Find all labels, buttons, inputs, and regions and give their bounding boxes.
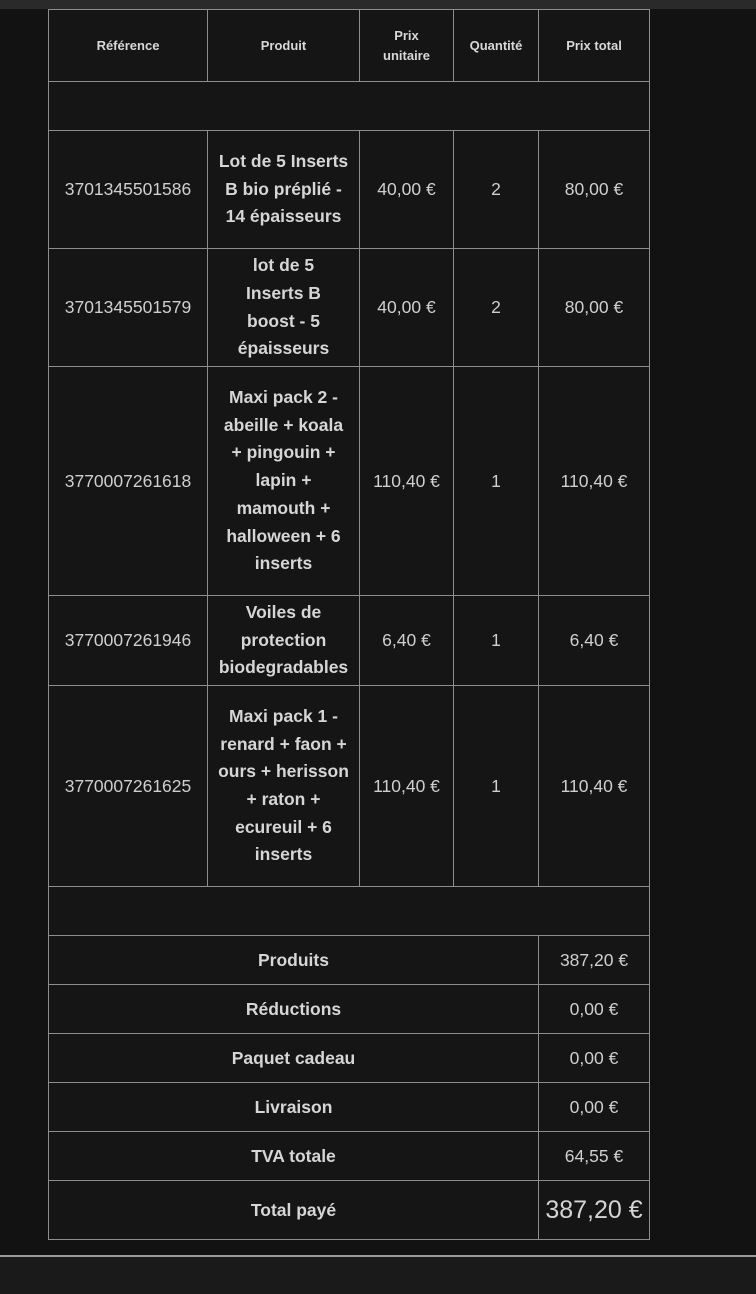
row-quantity: 1 bbox=[454, 596, 539, 686]
discounts-label: Réductions bbox=[49, 985, 539, 1034]
row-quantity: 1 bbox=[454, 686, 539, 887]
products-value: 387,20 € bbox=[539, 936, 650, 985]
header-unit-price: Prix unitaire bbox=[360, 10, 454, 82]
row-product: Maxi pack 2 - abeille + koala + pingouin + lapin + mamouth + halloween + 6 inserts bbox=[208, 367, 360, 596]
total-paid-label: Total payé bbox=[49, 1181, 539, 1240]
spacer-row bbox=[49, 82, 650, 131]
summary-row-vat bbox=[49, 1132, 650, 1181]
row-unit-price: 110,40 € bbox=[360, 367, 454, 596]
summary-row-products bbox=[49, 936, 650, 985]
row-reference: 3770007261618 bbox=[49, 367, 208, 596]
row-total-price: 110,40 € bbox=[539, 686, 650, 887]
spacer-row bbox=[49, 887, 650, 936]
row-unit-price: 110,40 € bbox=[360, 686, 454, 887]
table-row bbox=[49, 249, 650, 367]
summary-row-total bbox=[49, 1181, 650, 1240]
row-reference: 3701345501579 bbox=[49, 249, 208, 367]
row-quantity: 2 bbox=[454, 131, 539, 249]
total-paid-value: 387,20 € bbox=[539, 1181, 650, 1240]
shipping-label: Livraison bbox=[49, 1083, 539, 1132]
row-unit-price: 40,00 € bbox=[360, 131, 454, 249]
row-total-price: 80,00 € bbox=[539, 131, 650, 249]
row-reference: 3770007261946 bbox=[49, 596, 208, 686]
table-row bbox=[49, 686, 650, 887]
row-product: Lot de 5 Inserts B bio préplié - 14 épaisseurs bbox=[208, 131, 360, 249]
row-total-price: 6,40 € bbox=[539, 596, 650, 686]
row-product: lot de 5 Inserts B boost - 5 épaisseurs bbox=[208, 249, 360, 367]
table-row bbox=[49, 367, 650, 596]
row-quantity: 2 bbox=[454, 249, 539, 367]
header-reference: Référence bbox=[49, 10, 208, 82]
discounts-value: 0,00 € bbox=[539, 985, 650, 1034]
row-quantity: 1 bbox=[454, 367, 539, 596]
row-product: Voiles de protection biodegradables bbox=[208, 596, 360, 686]
products-label: Produits bbox=[49, 936, 539, 985]
top-bar bbox=[0, 0, 756, 9]
row-unit-price: 6,40 € bbox=[360, 596, 454, 686]
row-total-price: 110,40 € bbox=[539, 367, 650, 596]
row-unit-price: 40,00 € bbox=[360, 249, 454, 367]
header-quantity: Quantité bbox=[454, 10, 539, 82]
summary-row-gift bbox=[49, 1034, 650, 1083]
vat-value: 64,55 € bbox=[539, 1132, 650, 1181]
vat-label: TVA totale bbox=[49, 1132, 539, 1181]
row-reference: 3701345501586 bbox=[49, 131, 208, 249]
bottom-bar bbox=[0, 1257, 756, 1294]
summary-row-shipping bbox=[49, 1083, 650, 1132]
row-reference: 3770007261625 bbox=[49, 686, 208, 887]
summary-row-discounts bbox=[49, 985, 650, 1034]
header-product: Produit bbox=[208, 10, 360, 82]
order-table bbox=[48, 9, 650, 1240]
shipping-value: 0,00 € bbox=[539, 1083, 650, 1132]
table-row bbox=[49, 596, 650, 686]
table-header-row bbox=[49, 10, 650, 82]
gift-value: 0,00 € bbox=[539, 1034, 650, 1083]
row-total-price: 80,00 € bbox=[539, 249, 650, 367]
row-product: Maxi pack 1 - renard + faon + ours + herisson + raton + ecureuil + 6 inserts bbox=[208, 686, 360, 887]
table-row bbox=[49, 131, 650, 249]
gift-label: Paquet cadeau bbox=[49, 1034, 539, 1083]
header-total-price: Prix total bbox=[539, 10, 650, 82]
